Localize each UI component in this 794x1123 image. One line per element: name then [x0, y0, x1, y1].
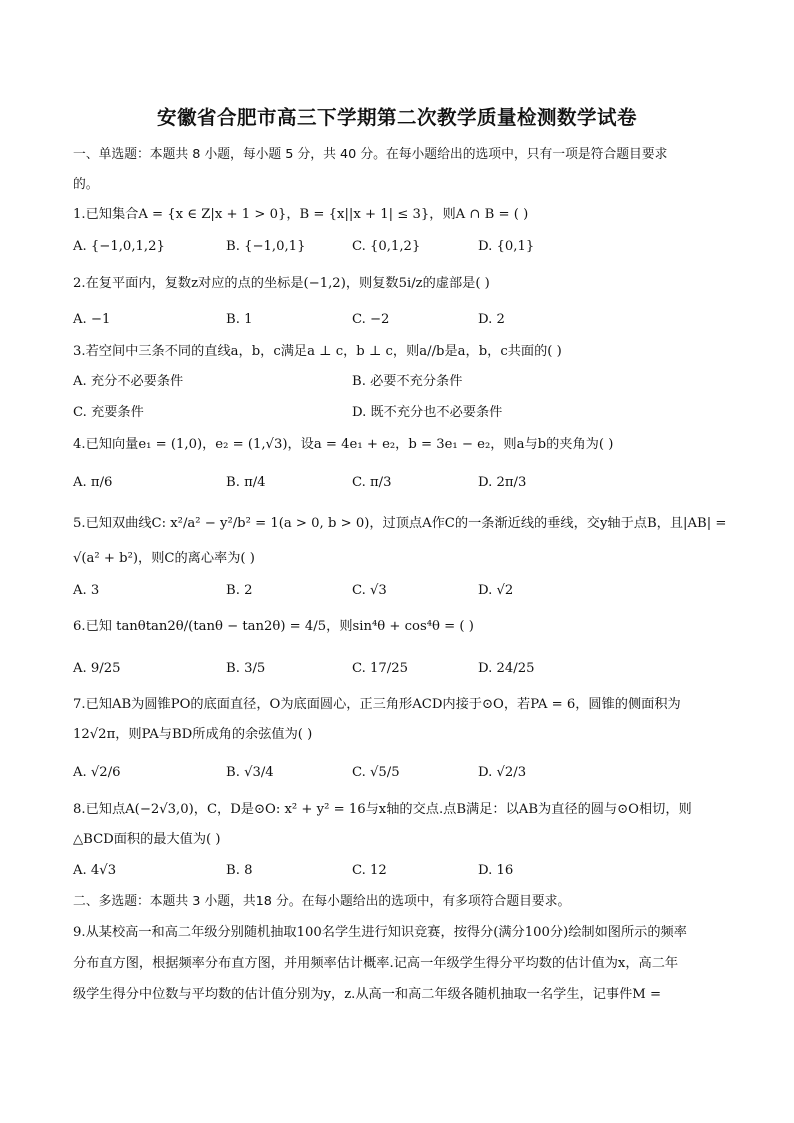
question-5-option-a: A. 3: [73, 583, 100, 598]
question-8-stem: 8.已知点A(−2√3,0)，C，D是⊙O: x² + y² = 16与x轴的交点.点B满足：以AB为直径的圆与⊙O相切，则: [73, 802, 692, 817]
question-2-option-d: D. 2: [478, 312, 505, 327]
question-2-option-b: B. 1: [226, 312, 253, 327]
question-8-option-b: B. 8: [226, 863, 253, 878]
page-title: 安徽省合肥市高三下学期第二次教学质量检测数学试卷: [156, 106, 637, 129]
question-5-option-c: C. √3: [352, 583, 387, 598]
question-8-option-c: C. 12: [352, 863, 387, 878]
question-5-stem-cont: √(a² + b²)，则C的离心率为( ): [73, 551, 255, 566]
question-3-option-b: B. 必要不充分条件: [352, 374, 463, 389]
question-4-stem: 4.已知向量e₁ = (1,0)，e₂ = (1,√3)，设a = 4e₁ + e₂，b = 3e₁ − e₂，则a与b的夹角为( ): [73, 437, 614, 452]
question-7-option-d: D. √2/3: [478, 765, 527, 780]
question-5-stem: 5.已知双曲线C: x²/a² − y²/b² = 1(a > 0, b > 0)，过顶点A作C的一条渐近线的垂线，交y轴于点B，且|AB| =: [73, 516, 727, 531]
section-1-heading-cont: 的。: [73, 177, 99, 192]
question-1-option-c: C. {0,1,2}: [352, 239, 421, 254]
question-6-option-b: B. 3/5: [226, 661, 266, 676]
question-7-stem: 7.已知AB为圆锥PO的底面直径，O为底面圆心，正三角形ACD内接于⊙O，若PA = 6，圆锥的侧面积为: [73, 697, 681, 712]
question-8-option-a: A. 4√3: [73, 863, 117, 878]
question-5-option-b: B. 2: [226, 583, 253, 598]
question-6-option-c: C. 17/25: [352, 661, 409, 676]
question-6-stem: 6.已知 tanθtan2θ/(tanθ − tan2θ) = 4/5，则sin⁴θ + cos⁴θ = ( ): [73, 619, 474, 634]
question-4-option-d: D. 2π/3: [478, 475, 527, 490]
question-2-stem: 2.在复平面内，复数z对应的点的坐标是(−1,2)，则复数5i/z的虚部是( ): [73, 276, 490, 291]
section-2-heading: 二、多选题：本题共 3 小题，共18 分。在每小题给出的选项中，有多项符合题目要求。: [73, 894, 571, 909]
question-7-option-b: B. √3/4: [226, 765, 274, 780]
question-1-option-a: A. {−1,0,1,2}: [73, 239, 165, 254]
question-7-stem-cont: 12√2π，则PA与BD所成角的余弦值为( ): [73, 727, 313, 742]
question-7-option-a: A. √2/6: [73, 765, 121, 780]
question-7-option-c: C. √5/5: [352, 765, 400, 780]
question-6-option-d: D. 24/25: [478, 661, 535, 676]
question-3-option-c: C. 充要条件: [73, 405, 144, 420]
question-3-option-a: A. 充分不必要条件: [73, 374, 184, 389]
question-4-option-c: C. π/3: [352, 475, 392, 490]
question-2-option-a: A. −1: [73, 312, 111, 327]
question-2-option-c: C. −2: [352, 312, 390, 327]
question-9-stem-line2: 分布直方图，根据频率分布直方图，并用频率估计概率.记高一年级学生得分平均数的估计值为x，高二年: [73, 956, 679, 971]
question-8-stem-cont: △BCD面积的最大值为( ): [73, 832, 221, 847]
question-4-option-b: B. π/4: [226, 475, 266, 490]
question-6-option-a: A. 9/25: [73, 661, 121, 676]
question-8-option-d: D. 16: [478, 863, 514, 878]
question-9-stem-line3: 级学生得分中位数与平均数的估计值分别为y，z.从高一和高二年级各随机抽取一名学生，记事件M =: [73, 987, 662, 1002]
question-1-option-d: D. {0,1}: [478, 239, 535, 254]
question-5-option-d: D. √2: [478, 583, 514, 598]
question-3-stem: 3.若空间中三条不同的直线a，b，c满足a ⊥ c，b ⊥ c，则a//b是a，b，c共面的( ): [73, 344, 562, 359]
question-4-option-a: A. π/6: [73, 475, 113, 490]
question-1-stem: 1.已知集合A = {x ∈ Z|x + 1 > 0}，B = {x||x + 1| ≤ 3}，则A ∩ B = ( ): [73, 207, 529, 222]
question-3-option-d: D. 既不充分也不必要条件: [352, 405, 503, 420]
question-1-option-b: B. {−1,0,1}: [226, 239, 306, 254]
section-1-heading: 一、单选题：本题共 8 小题，每小题 5 分，共 40 分。在每小题给出的选项中，只有一项是符合题目要求: [73, 147, 668, 162]
question-9-stem: 9.从某校高一和高二年级分别随机抽取100名学生进行知识竞赛，按得分(满分100分)绘制如图所示的频率: [73, 925, 687, 940]
